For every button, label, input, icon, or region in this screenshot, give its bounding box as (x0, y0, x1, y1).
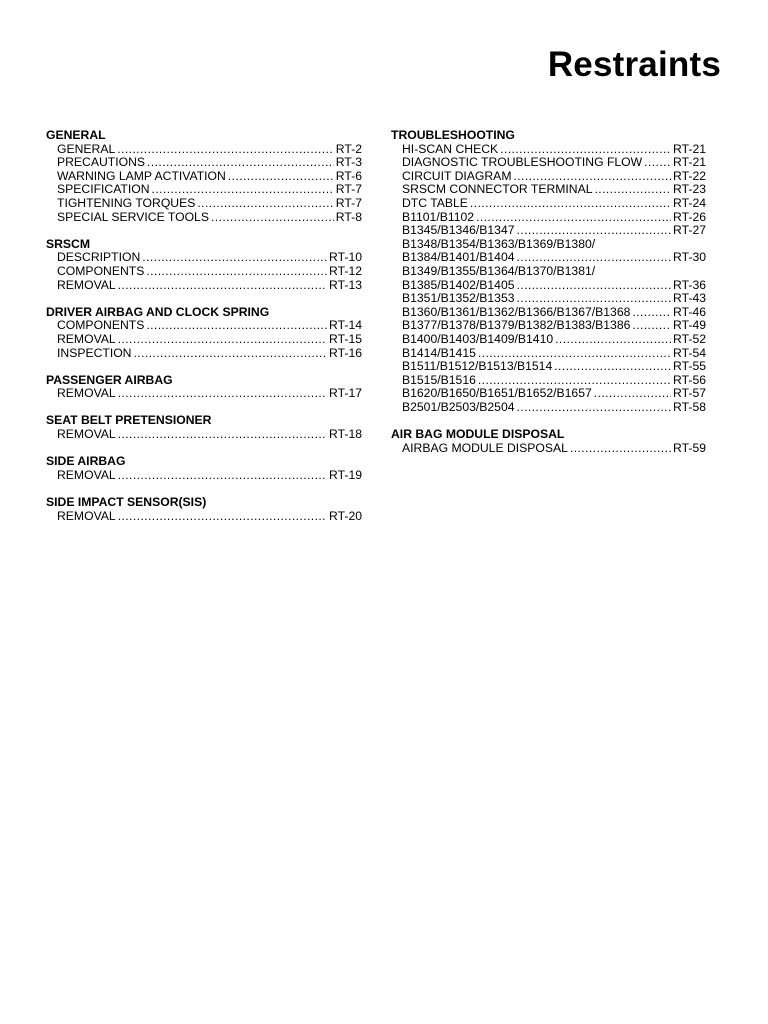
toc-entry[interactable] (391, 306, 706, 320)
toc-entry[interactable] (391, 292, 706, 306)
dot-leader (118, 428, 327, 442)
toc-entry-label: SRSCM CONNECTOR TERMINAL (402, 182, 593, 197)
toc-entry-label: SPECIFICATION (57, 182, 150, 197)
toc-entry-page-number: RT-24 (673, 195, 706, 210)
toc-entry[interactable] (391, 156, 706, 170)
toc-entry[interactable] (46, 156, 362, 170)
toc-entry-label: B1385/B1402/B1405 (402, 277, 515, 292)
section-heading: DRIVER AIRBAG AND CLOCK SPRING (46, 304, 270, 319)
section-heading: AIR BAG MODULE DISPOSAL (391, 427, 565, 442)
toc-entry-label: REMOVAL (57, 467, 116, 482)
toc-entry-page-number: RT-8 (335, 209, 362, 224)
toc-entry-page-number: RT-7 (335, 182, 362, 197)
toc-entry-page-number: RT-27 (673, 223, 706, 238)
dot-leader (118, 469, 327, 483)
toc-entry-page-number: RT-21 (673, 141, 706, 156)
toc-entry[interactable] (46, 265, 362, 279)
toc-entry-label: COMPONENTS (57, 318, 145, 333)
toc-entry-label: B1515/B1516 (402, 372, 476, 387)
toc-entry[interactable] (391, 319, 706, 333)
dot-leader (146, 265, 327, 279)
toc-entry-label: B2501/B2503/B2504 (402, 399, 515, 414)
toc-left-column (46, 129, 362, 537)
toc-entry-page-number: RT-43 (673, 291, 706, 306)
dot-leader (118, 279, 327, 293)
toc-entry-page-number: RT-3 (335, 155, 362, 170)
toc-entry-label: B1360/B1361/B1362/B1366/B1367/B1368 (402, 304, 631, 319)
toc-entry[interactable] (46, 183, 362, 197)
toc-entry-page-number: RT-46 (673, 304, 706, 319)
toc-entry[interactable] (391, 143, 706, 157)
toc-entry[interactable] (391, 387, 706, 401)
dot-leader (517, 279, 672, 293)
toc-entry[interactable] (46, 428, 362, 442)
dot-leader (476, 211, 671, 225)
toc-section-seat-belt-pretensioner (46, 414, 362, 441)
toc-section-srscm (46, 238, 362, 292)
toc-entry-label: PRECAUTIONS (57, 155, 146, 170)
dot-leader (118, 333, 327, 347)
toc-entry[interactable] (391, 360, 706, 374)
toc-entry-label: REMOVAL (57, 427, 116, 442)
toc-entry-label-line: B1348/B1354/B1363/B1369/B1380/ (402, 236, 596, 251)
toc-entry-label: REMOVAL (57, 386, 116, 401)
toc-right-column (391, 129, 706, 469)
dot-leader (470, 197, 671, 211)
toc-entry-label: DIAGNOSTIC TROUBLESHOOTING FLOW (402, 155, 643, 170)
toc-entry-page-number: RT-59 (673, 440, 706, 455)
section-heading: GENERAL (46, 128, 106, 142)
toc-section-general (46, 129, 362, 224)
toc-entry[interactable] (46, 347, 362, 361)
toc-entry-page-number: RT-58 (673, 399, 706, 414)
dot-leader (500, 143, 671, 157)
toc-entry-page-number: RT-15 (329, 331, 362, 346)
toc-entry[interactable] (46, 279, 362, 293)
toc-entry-label: SPECIAL SERVICE TOOLS (57, 209, 209, 224)
toc-entry[interactable] (46, 197, 362, 211)
toc-entry[interactable] (391, 374, 706, 388)
toc-entry[interactable] (391, 347, 706, 361)
toc-entry[interactable] (391, 224, 706, 238)
toc-entry-label-line: B1349/B1355/B1364/B1370/B1381/ (402, 263, 596, 278)
toc-entry-label: DESCRIPTION (57, 250, 141, 265)
toc-entry[interactable] (46, 387, 362, 401)
toc-entry-page-number: RT-57 (673, 386, 706, 401)
dot-leader (146, 319, 327, 333)
toc-entry[interactable] (46, 170, 362, 184)
toc-entry[interactable] (46, 469, 362, 483)
toc-entry-page-number: RT-26 (673, 209, 706, 224)
toc-entry-label: REMOVAL (57, 277, 116, 292)
toc-entry-label: TIGHTENING TORQUES (57, 195, 196, 210)
toc-entry-page-number: RT-56 (673, 372, 706, 387)
toc-entry-page-number: RT-55 (673, 359, 706, 374)
section-heading: TROUBLESHOOTING (391, 128, 515, 142)
toc-entry-page-number: RT-17 (329, 386, 362, 401)
toc-entry[interactable] (46, 143, 362, 157)
toc-entry-label: HI-SCAN CHECK (402, 141, 499, 156)
toc-entry-label: B1377/B1378/B1379/B1382/B1383/B1386 (402, 318, 631, 333)
toc-entry-page-number: RT-16 (329, 345, 362, 360)
toc-entry-page-number: RT-12 (329, 263, 362, 278)
toc-entry-label: B1400/B1403/B1409/B1410 (402, 331, 554, 346)
dot-leader (595, 183, 672, 197)
toc-section-air-bag-module-disposal (391, 428, 706, 455)
dot-leader (594, 387, 671, 401)
dot-leader (513, 170, 671, 184)
toc-entry[interactable] (46, 510, 362, 524)
section-heading: SIDE IMPACT SENSOR(SIS) (46, 495, 207, 510)
dot-leader (118, 510, 327, 524)
dot-leader (147, 156, 334, 170)
toc-entry-page-number: RT-49 (673, 318, 706, 333)
toc-entry-page-number: RT-23 (673, 182, 706, 197)
toc-entry-label: DTC TABLE (402, 195, 468, 210)
toc-entry-page-number: RT-14 (329, 318, 362, 333)
toc-entry[interactable] (391, 333, 706, 347)
toc-entry-page-number: RT-6 (335, 168, 362, 183)
toc-section-driver-airbag-and-clock-spring (46, 306, 362, 360)
toc-entry[interactable] (391, 183, 706, 197)
toc-entry[interactable] (46, 333, 362, 347)
toc-entry-page-number: RT-10 (329, 250, 362, 265)
toc-entry-label: REMOVAL (57, 508, 116, 523)
toc-entry-page-number: RT-30 (673, 250, 706, 265)
toc-section-side-impact-sensor-sis (46, 496, 362, 523)
dot-leader (117, 143, 334, 157)
section-heading: SRSCM (46, 236, 91, 251)
toc-entry-label: CIRCUIT DIAGRAM (402, 168, 512, 183)
toc-entry-page-number: RT-21 (673, 155, 706, 170)
toc-entry-label: B1414/B1415 (402, 345, 476, 360)
section-heading: SIDE AIRBAG (46, 454, 126, 469)
toc-entry-page-number: RT-19 (329, 467, 362, 482)
toc-entry[interactable] (391, 442, 706, 456)
page-title: Restraints (547, 45, 721, 84)
toc-entry-page-number: RT-18 (329, 427, 362, 442)
toc-entry[interactable] (46, 251, 362, 265)
toc-entry-label: REMOVAL (57, 331, 116, 346)
dot-leader (142, 251, 327, 265)
toc-entry-label: B1101/B1102 (402, 209, 475, 224)
toc-entry-label: B1345/B1346/B1347 (402, 223, 515, 238)
dot-leader (517, 401, 672, 415)
dot-leader (554, 360, 671, 374)
toc-entry-label: B1511/B1512/B1513/B1514 (402, 359, 553, 374)
dot-leader (228, 170, 334, 184)
dot-leader (517, 251, 672, 265)
toc-entry[interactable] (391, 211, 706, 225)
toc-entry-label: B1384/B1401/B1404 (402, 250, 515, 265)
dot-leader (478, 374, 671, 388)
toc-entry-label: GENERAL (57, 141, 116, 156)
toc-entry-page-number: RT-22 (673, 168, 706, 183)
dot-leader (152, 183, 334, 197)
toc-entry-label: B1351/B1352/B1353 (402, 291, 515, 306)
dot-leader (632, 306, 671, 320)
dot-leader (197, 197, 333, 211)
toc-entry[interactable] (391, 251, 706, 265)
dot-leader (644, 156, 671, 170)
section-heading: PASSENGER AIRBAG (46, 372, 173, 387)
toc-entry[interactable] (391, 279, 706, 293)
toc-entry[interactable] (391, 401, 706, 415)
toc-entry-label: B1620/B1650/B1651/B1652/B1657 (402, 386, 592, 401)
dot-leader (555, 333, 671, 347)
toc-entry-page-number: RT-13 (329, 277, 362, 292)
dot-leader (517, 292, 672, 306)
dot-leader (632, 319, 671, 333)
dot-leader (118, 387, 327, 401)
toc-entry-label: AIRBAG MODULE DISPOSAL (402, 440, 568, 455)
toc-entry[interactable] (46, 319, 362, 333)
toc-entry-page-number: RT-20 (329, 508, 362, 523)
toc-entry-label: COMPONENTS (57, 263, 145, 278)
dot-leader (211, 211, 334, 225)
dot-leader (134, 347, 328, 361)
toc-entry-page-number: RT-2 (335, 141, 362, 156)
toc-entry-page-number: RT-54 (673, 345, 706, 360)
toc-entry-page-number: RT-36 (673, 277, 706, 292)
toc-entry-page-number: RT-7 (335, 195, 362, 210)
toc-entry-label: WARNING LAMP ACTIVATION (57, 168, 226, 183)
toc-entry[interactable] (391, 197, 706, 211)
toc-entry[interactable] (391, 170, 706, 184)
toc-entry-label: INSPECTION (57, 345, 132, 360)
dot-leader (570, 442, 671, 456)
section-heading: SEAT BELT PRETENSIONER (46, 413, 212, 428)
toc-entry[interactable] (46, 211, 362, 225)
toc-section-side-airbag (46, 455, 362, 482)
toc-entry-page-number: RT-52 (673, 331, 706, 346)
dot-leader (517, 224, 672, 238)
dot-leader (478, 347, 671, 361)
toc-section-troubleshooting (391, 129, 706, 414)
toc-section-passenger-airbag (46, 374, 362, 401)
